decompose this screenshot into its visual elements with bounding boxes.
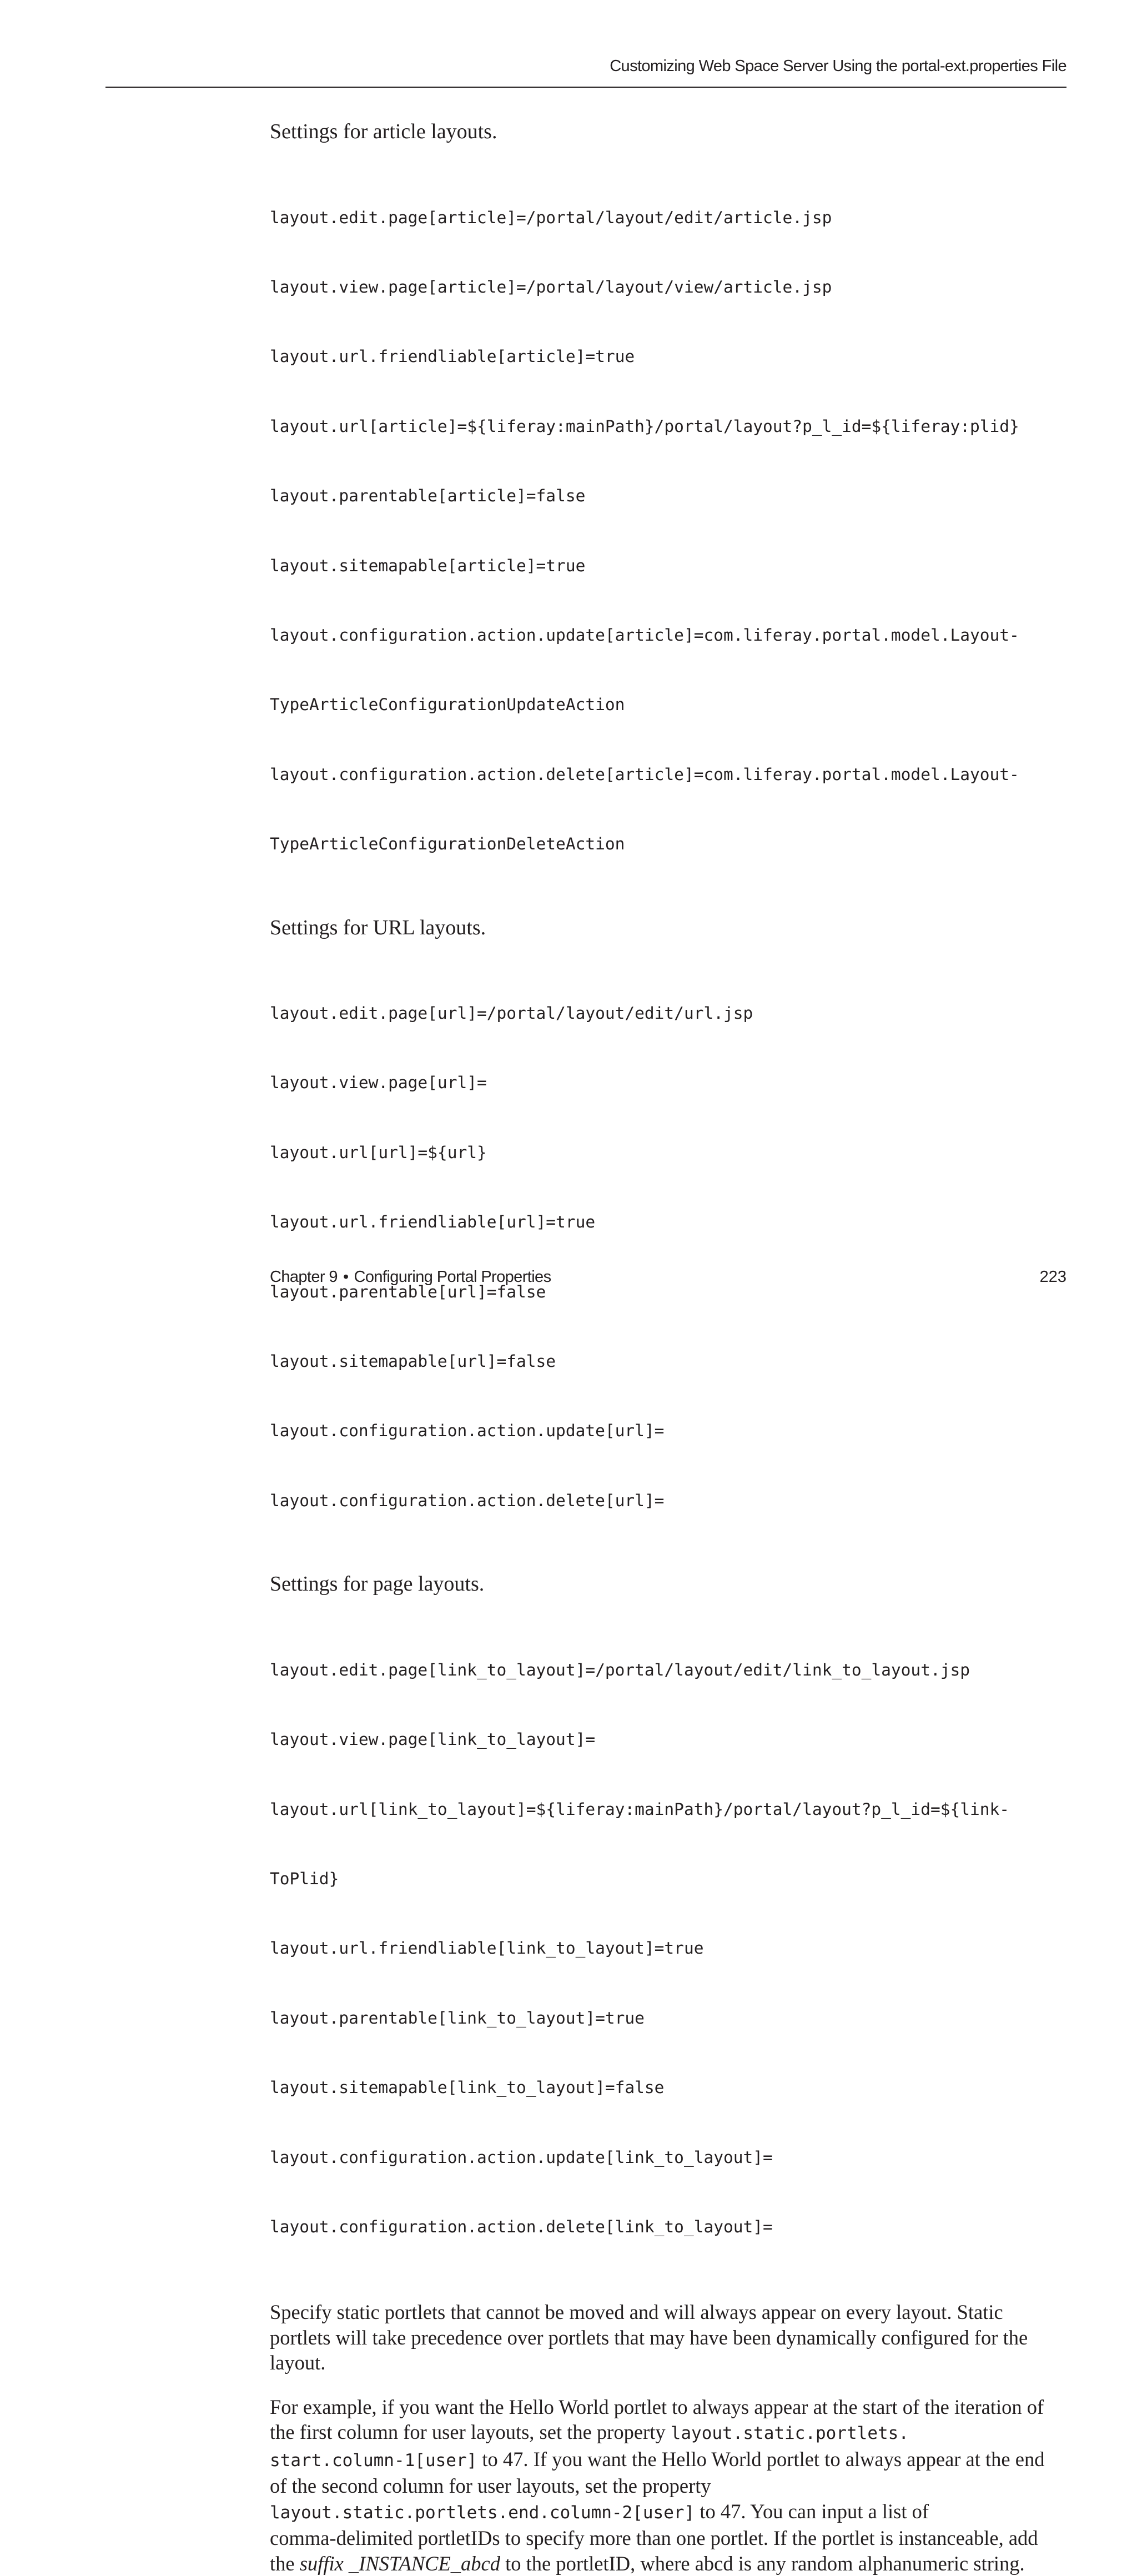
heading-url-layouts: Settings for URL layouts.	[270, 915, 486, 939]
text-line: comma-delimited portletIDs to specify more than one portlet. If the portlet is instanceable, add	[270, 2527, 1038, 2550]
heading-page-layouts: Settings for page layouts.	[270, 1572, 485, 1596]
text-line: layout.	[270, 2351, 326, 2374]
text-line: portlets will take precedence over portlets that may have been dynamically configured for the	[270, 2326, 1028, 2349]
code-line: layout.configuration.action.delete[article]=com.liferay.portal.model.Layout-	[270, 764, 1019, 784]
code-block-page	[270, 1612, 1069, 2285]
inline-code: start.column-1[user]	[270, 2450, 477, 2471]
inline-text: to 47. If you want the Hello World portlet to always appear at the end	[477, 2447, 1045, 2471]
code-line: layout.edit.page[url]=/portal/layout/edit/url.jsp	[270, 1004, 753, 1023]
code-line: layout.url[article]=${liferay:mainPath}/portal/layout?p_l_id=${liferay:plid}	[270, 416, 1019, 436]
page-content	[270, 119, 1069, 2576]
code-line: layout.sitemapable[url]=false	[270, 1352, 556, 1371]
code-block-article	[270, 160, 1069, 903]
inline-code: layout.static.portlets.end.column-2[user]	[270, 2502, 695, 2523]
code-line: layout.parentable[article]=false	[270, 486, 586, 506]
code-line: layout.url.friendliable[article]=true	[270, 347, 635, 366]
footer-bullet: •	[343, 1268, 349, 1286]
code-line: layout.sitemapable[link_to_layout]=false	[270, 2078, 665, 2097]
paragraph-example	[270, 2394, 1069, 2576]
code-line: layout.configuration.action.delete[link_to_layout]=	[270, 2217, 773, 2236]
code-line: layout.url.friendliable[link_to_layout]=true	[270, 1939, 704, 1958]
text-line	[270, 2499, 1069, 2526]
heading-article-layouts: Settings for article layouts.	[270, 120, 497, 143]
inline-text: to the portletID, where abcd is any random alphanumeric string.	[500, 2552, 1025, 2575]
code-line: layout.sitemapable[article]=true	[270, 556, 586, 575]
code-line: layout.parentable[url]=false	[270, 1282, 546, 1301]
text-line: For example, if you want the Hello World portlet to always appear at the start of the iteration of	[270, 2395, 1044, 2418]
text-line: of the second column for user layouts, set the property	[270, 2474, 711, 2498]
page-number: 223	[1039, 1268, 1066, 1286]
inline-text: the first column for user layouts, set the property	[270, 2421, 671, 2444]
code-line: layout.view.page[article]=/portal/layout/view/article.jsp	[270, 277, 832, 296]
footer-chapter	[270, 1268, 551, 1286]
code-line: layout.url[url]=${url}	[270, 1143, 487, 1162]
paragraph-static-portlets	[270, 2300, 1069, 2376]
code-line: layout.configuration.action.update[url]=	[270, 1421, 665, 1441]
text-line	[270, 2419, 1069, 2447]
inline-text: to 47. You can input a list of	[695, 2499, 929, 2523]
code-line: layout.configuration.action.update[article]=com.liferay.portal.model.Layout-	[270, 625, 1019, 645]
code-line: layout.view.page[link_to_layout]=	[270, 1730, 596, 1749]
code-line: layout.edit.page[article]=/portal/layout/edit/article.jsp	[270, 208, 832, 227]
code-line: ToPlid}	[270, 1869, 339, 1888]
code-line: layout.edit.page[link_to_layout]=/portal/layout/edit/link_to_layout.jsp	[270, 1660, 970, 1679]
header-rule	[105, 87, 1066, 88]
text-line	[270, 2447, 1069, 2474]
text-line: Specify static portlets that cannot be moved and will always appear on every layout. Static	[270, 2301, 1003, 2324]
code-line: layout.parentable[link_to_layout]=true	[270, 2008, 645, 2027]
inline-code: layout.static.portlets.	[670, 2423, 909, 2444]
text-line	[270, 2551, 1069, 2576]
code-line: layout.url[link_to_layout]=${liferay:mainPath}/portal/layout?p_l_id=${link-	[270, 1799, 1010, 1819]
emphasis-text: suffix _INSTANCE_abcd	[299, 2552, 500, 2575]
footer-chapter-title: Configuring Portal Properties	[354, 1268, 551, 1286]
code-line: layout.configuration.action.update[link_to_layout]=	[270, 2147, 773, 2167]
inline-text: the	[270, 2552, 300, 2575]
code-line: layout.view.page[url]=	[270, 1073, 487, 1093]
code-line: layout.url.friendliable[url]=true	[270, 1212, 596, 1232]
code-block-url	[270, 956, 1069, 1559]
code-line: TypeArticleConfigurationDeleteAction	[270, 834, 625, 854]
running-header: Customizing Web Space Server Using the portal-ext.properties File	[610, 57, 1066, 75]
footer-chapter-number: Chapter 9	[270, 1268, 338, 1286]
code-line: TypeArticleConfigurationUpdateAction	[270, 695, 625, 715]
code-line: layout.configuration.action.delete[url]=	[270, 1491, 665, 1510]
